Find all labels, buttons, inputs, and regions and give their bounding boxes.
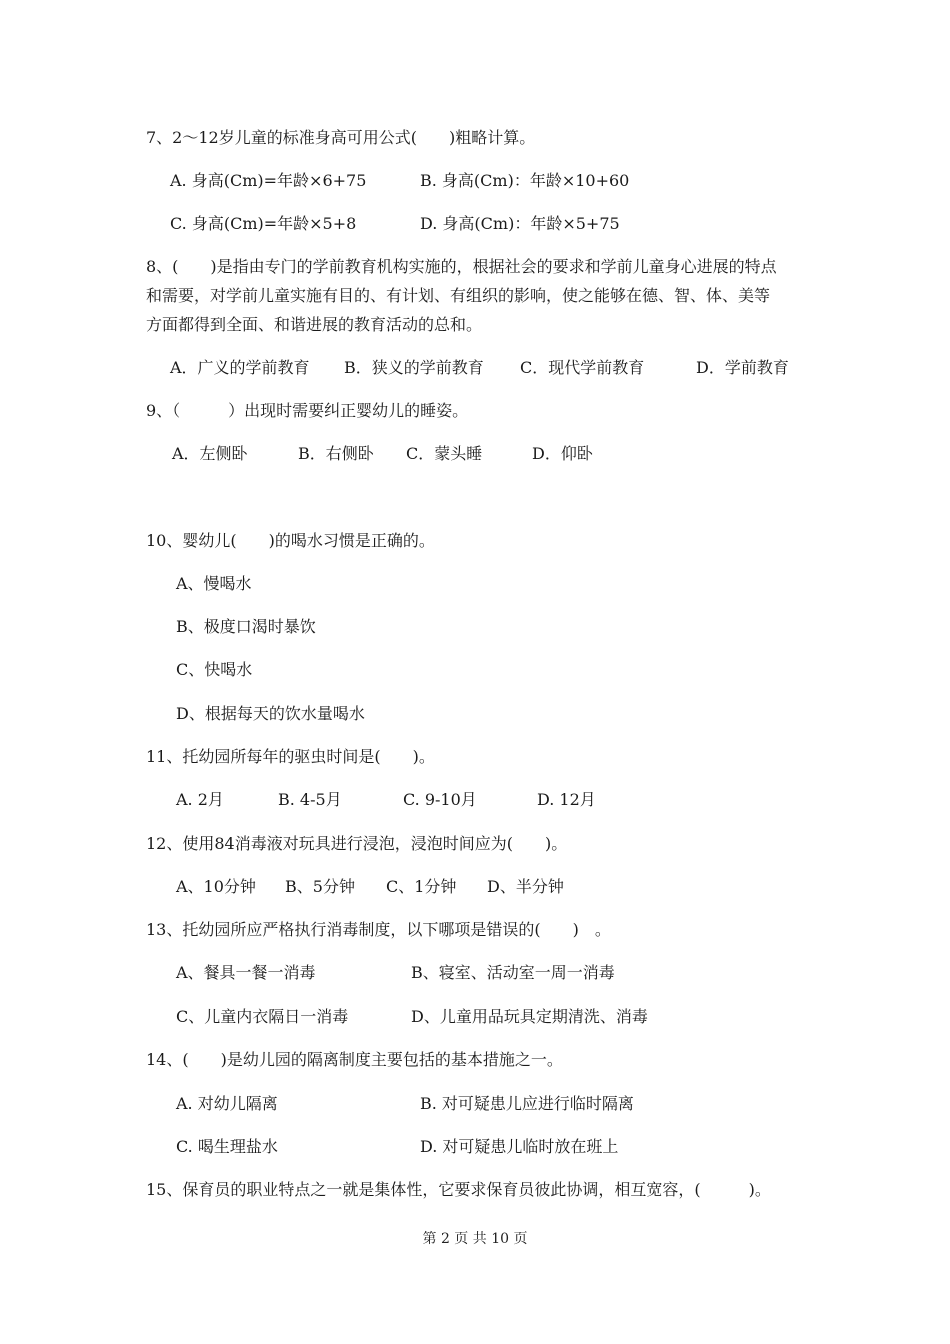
q12-option-d: D、半分钟	[487, 877, 564, 896]
q9-option-d: D．仰卧	[532, 444, 593, 463]
page-number-footer: 第 2 页 共 10 页	[422, 1231, 528, 1247]
q12-option-c: C、1分钟	[386, 877, 457, 896]
q12-option-a: A、10分钟	[176, 877, 256, 896]
q10-option-c: C、快喝水	[176, 660, 253, 679]
q7-option-d: D. 身高(Cm)：年龄×5+75	[420, 214, 620, 233]
q9-option-c: C．蒙头睡	[406, 444, 483, 463]
q11-option-d: D. 12月	[537, 790, 596, 809]
q11-stem: 11、托幼园所每年的驱虫时间是( )。	[146, 747, 435, 766]
q11-option-a: A. 2月	[176, 790, 224, 809]
q10-stem: 10、婴幼儿( )的喝水习惯是正确的。	[146, 531, 435, 550]
q9-stem: 9、（ ）出现时需要纠正婴幼儿的睡姿。	[146, 401, 469, 420]
q9-option-b: B．右侧卧	[298, 444, 374, 463]
q8-stem-line-1: 8、( )是指由专门的学前教育机构实施的，根据社会的要求和学前儿童身心进展的特点	[146, 257, 777, 276]
q14-option-c: C. 喝生理盐水	[176, 1137, 278, 1156]
q13-stem: 13、托幼园所应严格执行消毒制度，以下哪项是错误的( ) 。	[146, 920, 611, 939]
q7-option-c: C. 身高(Cm)=年龄×5+8	[170, 214, 357, 233]
q9-option-a: A．左侧卧	[172, 444, 248, 463]
q11-option-b: B. 4-5月	[278, 790, 342, 809]
q10-option-d: D、根据每天的饮水量喝水	[176, 704, 365, 723]
q13-option-b: B、寝室、活动室一周一消毒	[411, 963, 615, 982]
q14-option-d: D. 对可疑患儿临时放在班上	[420, 1137, 619, 1156]
q12-stem: 12、使用84消毒液对玩具进行浸泡，浸泡时间应为( )。	[146, 834, 568, 853]
q8-stem-line-2: 和需要，对学前儿童实施有目的、有计划、有组织的影响，使之能够在德、智、体、美等	[146, 286, 771, 305]
q7-option-b: B. 身高(Cm)：年龄×10+60	[420, 171, 630, 190]
q7-option-a: A. 身高(Cm)=年龄×6+75	[170, 171, 367, 190]
q12-option-b: B、5分钟	[285, 877, 355, 896]
q14-stem: 14、( )是幼儿园的隔离制度主要包括的基本措施之一。	[146, 1050, 563, 1069]
q15-stem: 15、保育员的职业特点之一就是集体性，它要求保育员彼此协调，相互宽容，( )。	[146, 1180, 771, 1199]
q7-stem: 7、2～12岁儿童的标准身高可用公式( )粗略计算。	[146, 128, 536, 147]
q11-option-c: C. 9-10月	[403, 790, 477, 809]
q13-option-c: C、儿童内衣隔日一消毒	[176, 1007, 349, 1026]
q14-option-b: B. 对可疑患儿应进行临时隔离	[420, 1094, 634, 1113]
q13-option-d: D、儿童用品玩具定期清洗、消毒	[411, 1007, 648, 1026]
q8-option-a: A．广义的学前教育	[170, 358, 310, 377]
q8-option-c: C．现代学前教育	[520, 358, 645, 377]
q8-option-d: D．学前教育	[696, 358, 789, 377]
q14-option-a: A. 对幼儿隔离	[176, 1094, 278, 1113]
q8-stem-line-3: 方面都得到全面、和谐进展的教育活动的总和。	[146, 315, 483, 334]
q10-option-a: A、慢喝水	[176, 574, 252, 593]
q10-option-b: B、极度口渴时暴饮	[176, 617, 316, 636]
q8-option-b: B．狭义的学前教育	[344, 358, 484, 377]
q13-option-a: A、餐具一餐一消毒	[176, 963, 316, 982]
